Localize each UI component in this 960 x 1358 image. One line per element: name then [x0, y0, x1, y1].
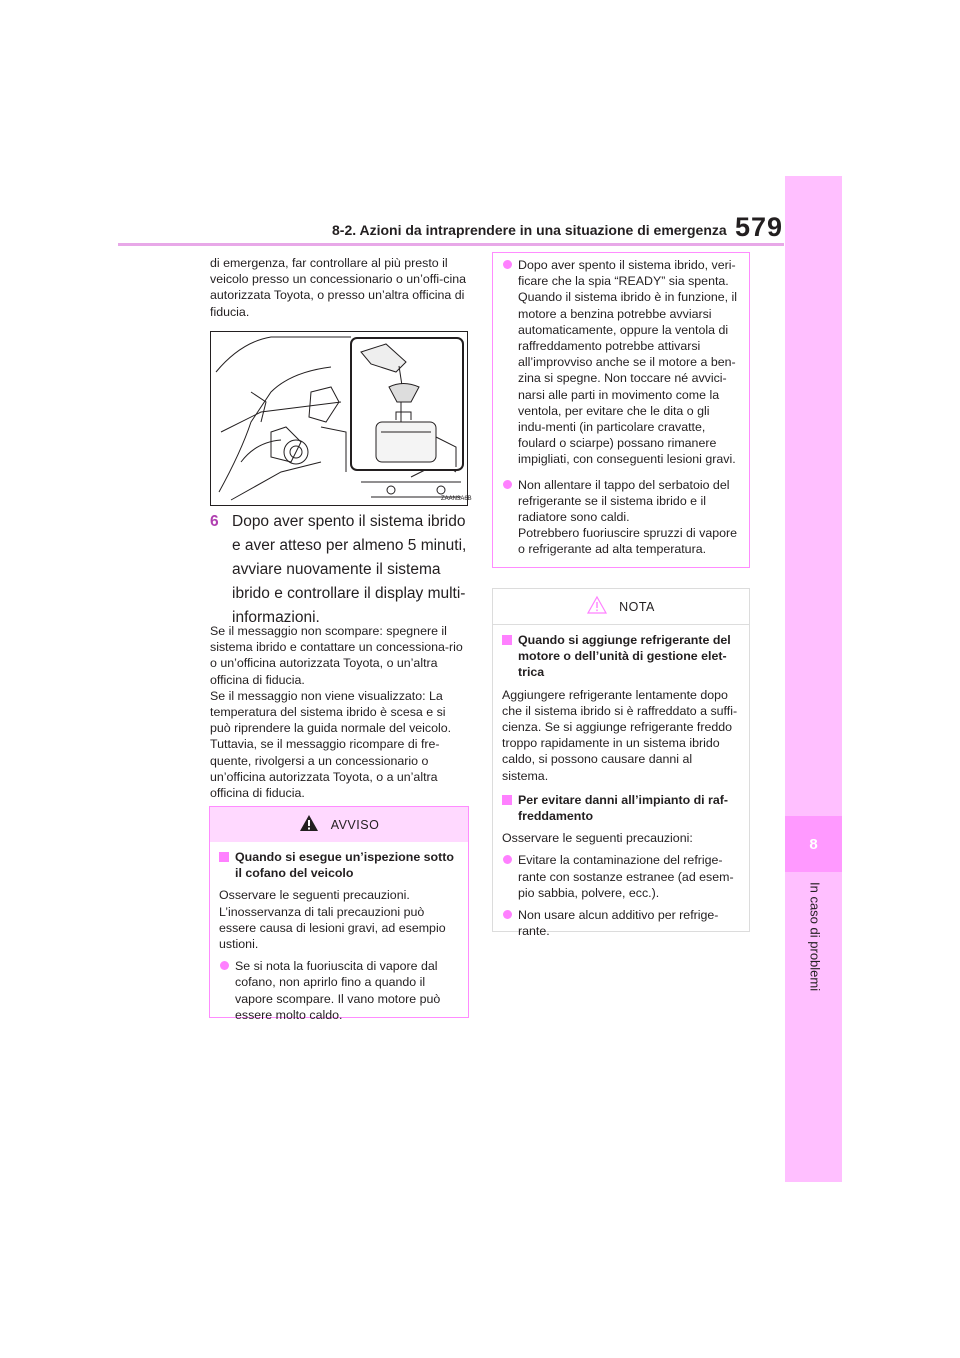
nota-heading-1: Quando si aggiunge refrigerante del motore o dell’unità di gestione elet-trica [502, 632, 740, 681]
warning-triangle-icon [299, 814, 319, 835]
nota-bullet-2: Non usare alcun additivo per refrige-rante. [502, 907, 740, 939]
coolant-refill-drawing [211, 332, 472, 505]
after-step-line-2: Se il messaggio non viene visualizzato: La temperatura del sistema ibrido è scesa e si può riprendere la guida normale del veicolo. Tuttavia, se il messaggio ricompare di fre-quente, rivolgersi a un concessionario o un’officina autorizzata Toyota, o a un’altra officina di fiducia. [210, 688, 452, 801]
nota-header [493, 589, 749, 625]
after-step-line-1: Se il messaggio non scompare: spegnere il sistema ibrido e contattare un concessiona-rio o un’officina autorizzata Toyota, o un’altra officina di fiducia. [210, 624, 463, 687]
avviso-title: AVVISO [330, 817, 380, 832]
avviso-cont-bullet-2-continued: Potrebbero fuoriuscire spruzzi di vapore o refrigerante ad alta temperatura. [518, 526, 738, 557]
engine-coolant-illustration [210, 331, 472, 506]
chapter-title: In caso di problemi [807, 882, 823, 992]
avviso-continued-box [492, 252, 750, 568]
avviso-heading: Quando si esegue un’ispezione sotto il cofano del veicolo [219, 849, 459, 881]
nota-bullet-1: Evitare la contaminazione del refrige-rante con sostanze estranee (ad esem-pio sabbia, polvere, ecc.). [502, 852, 740, 901]
section-title: 8-2. Azioni da intraprendere in una situazione di emergenza [332, 222, 727, 238]
nota-heading-2: Per evitare danni all’impianto di raf-freddamento [502, 792, 740, 824]
after-step-text [210, 623, 468, 801]
avviso-bullet-1: Se si nota la fuoriuscita di vapore dal cofano, non aprirlo fino a quando il vapore scompare. Il vano motore può essere molto caldo. [219, 958, 459, 1023]
avviso-paragraph: Osservare le seguenti precauzioni. L’inosservanza di tali precauzioni può essere causa di lesioni gravi, ad esempio ustioni. [219, 888, 446, 952]
figure-code: ZAAN3A6B [441, 496, 472, 502]
header-rule [118, 243, 784, 246]
avviso-cont-bullet-1: Dopo aver spento il sistema ibrido, veri-ficare che la spia “READY” sia spenta. Quando il sistema ibrido è in funzione, il motore a benzina potrebbe avviarsi automaticamente, oppure la ventola di raffreddamento potrebbe attivarsi all’improvviso anche se il motore a ben-zina si spegne. Non toccare né avvici-narsi alle parti in movimento come la ventola, per evitare che le dita o gli indu-menti (in particolare cravatte, foulard o sciarpe) possano rimanere impigliati, con conseguenti lesioni gravi. [502, 257, 740, 468]
nota-paragraph-2: Osservare le seguenti precauzioni: [502, 831, 693, 846]
page-number: 579 [735, 212, 784, 242]
step-text: Dopo aver spento il sistema ibrido e aver atteso per almeno 5 minuti, avviare nuovamente il sistema ibrido e controllare il display multi-informazioni. [232, 513, 467, 626]
chapter-number-badge: 8 [785, 816, 842, 872]
chapter-title-vertical [800, 882, 830, 1082]
avviso-header [210, 807, 468, 842]
caution-triangle-icon [587, 596, 607, 617]
nota-title: NOTA [619, 599, 655, 614]
avviso-cont-bullet-2: Non allentare il tappo del serbatoio del refrigerante se il sistema ibrido e il radiatore sono caldi. [502, 477, 740, 526]
intro-paragraph: di emergenza, far controllare al più presto il veicolo presso un concessionario o un’offi-cina autorizzata Toyota, o presso un’altra officina di fiducia. [210, 256, 466, 319]
nota-paragraph-1: Aggiungere refrigerante lentamente dopo che il sistema ibrido si è raffreddato a suffi-cienza. Se si aggiunge refrigerante freddo troppo rapidamente in un sistema ibrido caldo, si possono causare danni al sistema. [502, 687, 738, 783]
step-6 [210, 510, 472, 630]
nota-box [492, 588, 750, 939]
avviso-box [209, 806, 469, 1022]
step-number: 6 [210, 513, 219, 530]
